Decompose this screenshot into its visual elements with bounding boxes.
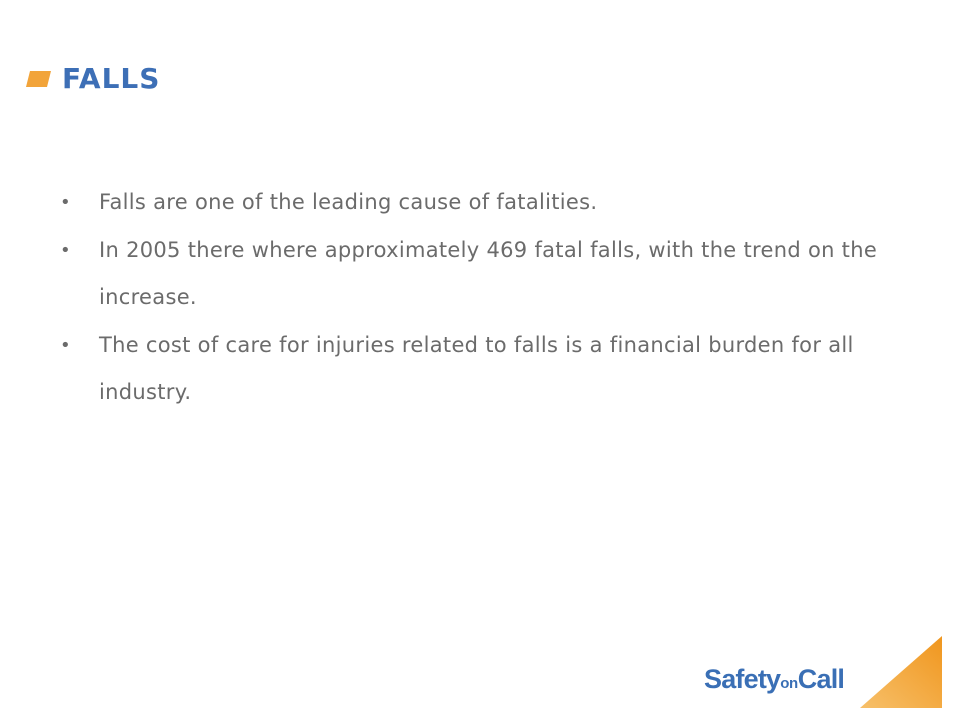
bullet-icon: • — [60, 239, 71, 261]
bullet-item — [60, 322, 880, 417]
bullet-icon: • — [60, 334, 71, 356]
bullet-text: In 2005 there where approximately 469 fatal falls, with the trend on the increase. — [99, 237, 878, 309]
bullet-list — [60, 179, 880, 417]
corner-triangle-icon — [860, 636, 942, 708]
bullet-item — [60, 179, 880, 227]
bullet-text: The cost of care for injuries related to falls is a financial burden for all industry. — [99, 332, 854, 404]
bullet-item — [60, 227, 880, 322]
logo-part-safety: Safety — [704, 664, 781, 694]
safety-on-call-logo — [704, 664, 844, 695]
bullet-icon: • — [60, 192, 71, 213]
bullet-text: Falls are one of the leading cause of fatalities. — [99, 190, 598, 214]
title-marker — [26, 71, 51, 87]
slide-title: FALLS — [62, 62, 161, 95]
logo-part-on: on — [780, 675, 798, 692]
logo-part-call: Call — [797, 664, 845, 694]
